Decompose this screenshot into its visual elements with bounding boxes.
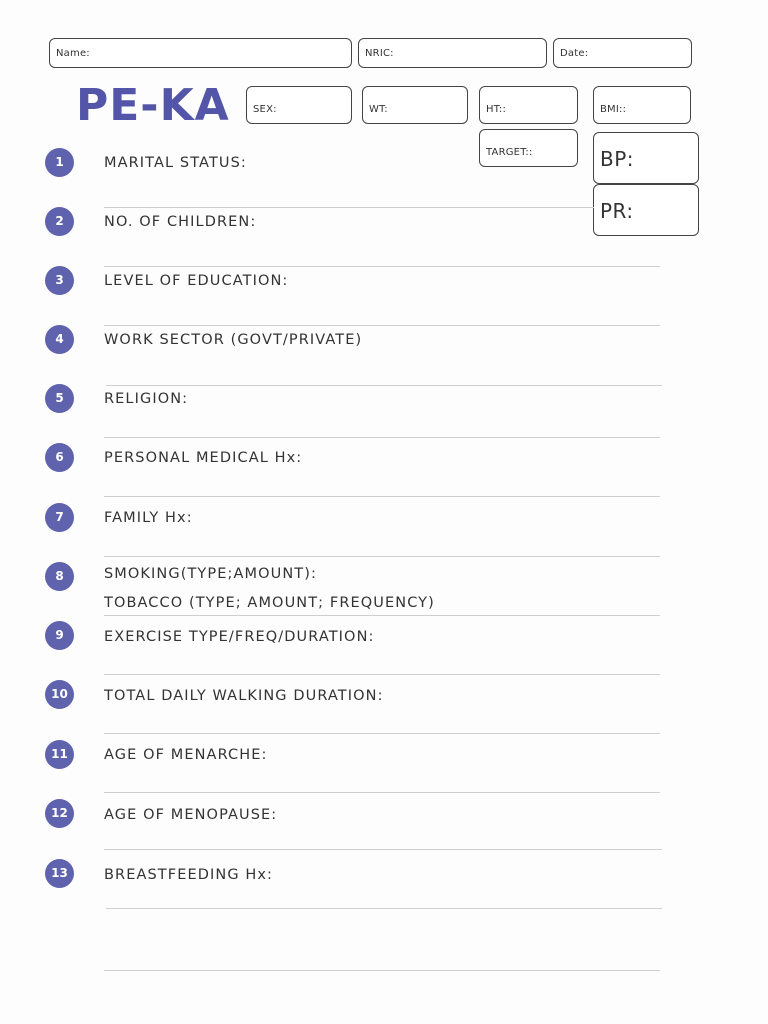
nric-field[interactable] <box>358 38 547 68</box>
bmi-label: BMI:: <box>600 104 627 115</box>
answer-line-3[interactable] <box>104 325 660 326</box>
question-number-13: 13 <box>45 859 74 888</box>
bmi-field[interactable] <box>593 86 691 124</box>
pr-field[interactable] <box>593 184 699 236</box>
question-text-13: BREASTFEEDING Hx: <box>104 867 274 883</box>
answer-line-8[interactable] <box>104 615 660 616</box>
question-text-5: RELIGION: <box>104 391 189 407</box>
ht-label: HT:: <box>486 104 507 115</box>
pr-label: PR: <box>600 199 634 223</box>
answer-line-5[interactable] <box>104 437 660 438</box>
question-number-11: 11 <box>45 740 74 769</box>
answer-line-2[interactable] <box>104 266 660 267</box>
answer-line-extra[interactable] <box>104 970 660 971</box>
target-label: TARGET:: <box>486 147 533 158</box>
question-number-10: 10 <box>45 680 74 709</box>
question-number-3: 3 <box>45 266 74 295</box>
answer-line-7[interactable] <box>104 556 660 557</box>
question-number-8: 8 <box>45 562 74 591</box>
question-number-4: 4 <box>45 325 74 354</box>
page-title: PE-KA <box>76 80 230 131</box>
name-field[interactable] <box>49 38 352 68</box>
answer-line-6[interactable] <box>104 496 660 497</box>
bp-field[interactable] <box>593 132 699 184</box>
question-number-12: 12 <box>45 799 74 828</box>
bp-label: BP: <box>600 147 635 171</box>
question-text-9: EXERCISE TYPE/FREQ/DURATION: <box>104 629 375 645</box>
answer-line-9[interactable] <box>104 674 660 675</box>
answer-line-4[interactable] <box>106 385 662 386</box>
target-field[interactable] <box>479 129 578 167</box>
date-label: Date: <box>560 48 589 59</box>
question-text-1: MARITAL STATUS: <box>104 155 247 171</box>
question-text-3: LEVEL OF EDUCATION: <box>104 273 289 289</box>
answer-line-10[interactable] <box>104 733 660 734</box>
question-number-6: 6 <box>45 443 74 472</box>
question-number-7: 7 <box>45 503 74 532</box>
wt-label: WT: <box>369 104 388 115</box>
question-text-4: WORK SECTOR (GOVT/PRIVATE) <box>104 332 363 348</box>
answer-line-1[interactable] <box>104 207 594 208</box>
question-text-11: AGE OF MENARCHE: <box>104 747 268 763</box>
question-text-8b: TOBACCO (TYPE; AMOUNT; FREQUENCY) <box>104 595 435 611</box>
ht-field[interactable] <box>479 86 578 124</box>
name-label: Name: <box>56 48 90 59</box>
answer-line-11[interactable] <box>104 792 660 793</box>
date-field[interactable] <box>553 38 692 68</box>
sex-field[interactable] <box>246 86 352 124</box>
question-text-7: FAMILY Hx: <box>104 510 193 526</box>
answer-line-12[interactable] <box>104 849 662 850</box>
answer-line-13[interactable] <box>106 908 662 909</box>
question-text-8: SMOKING(TYPE;AMOUNT): <box>104 566 317 582</box>
question-text-12: AGE OF MENOPAUSE: <box>104 807 278 823</box>
sex-label: SEX: <box>253 104 277 115</box>
question-number-2: 2 <box>45 207 74 236</box>
question-number-1: 1 <box>45 148 74 177</box>
question-text-10: TOTAL DAILY WALKING DURATION: <box>104 688 384 704</box>
question-text-6: PERSONAL MEDICAL Hx: <box>104 450 303 466</box>
wt-field[interactable] <box>362 86 468 124</box>
question-text-2: NO. OF CHILDREN: <box>104 214 257 230</box>
nric-label: NRIC: <box>365 48 394 59</box>
question-number-9: 9 <box>45 621 74 650</box>
question-number-5: 5 <box>45 384 74 413</box>
